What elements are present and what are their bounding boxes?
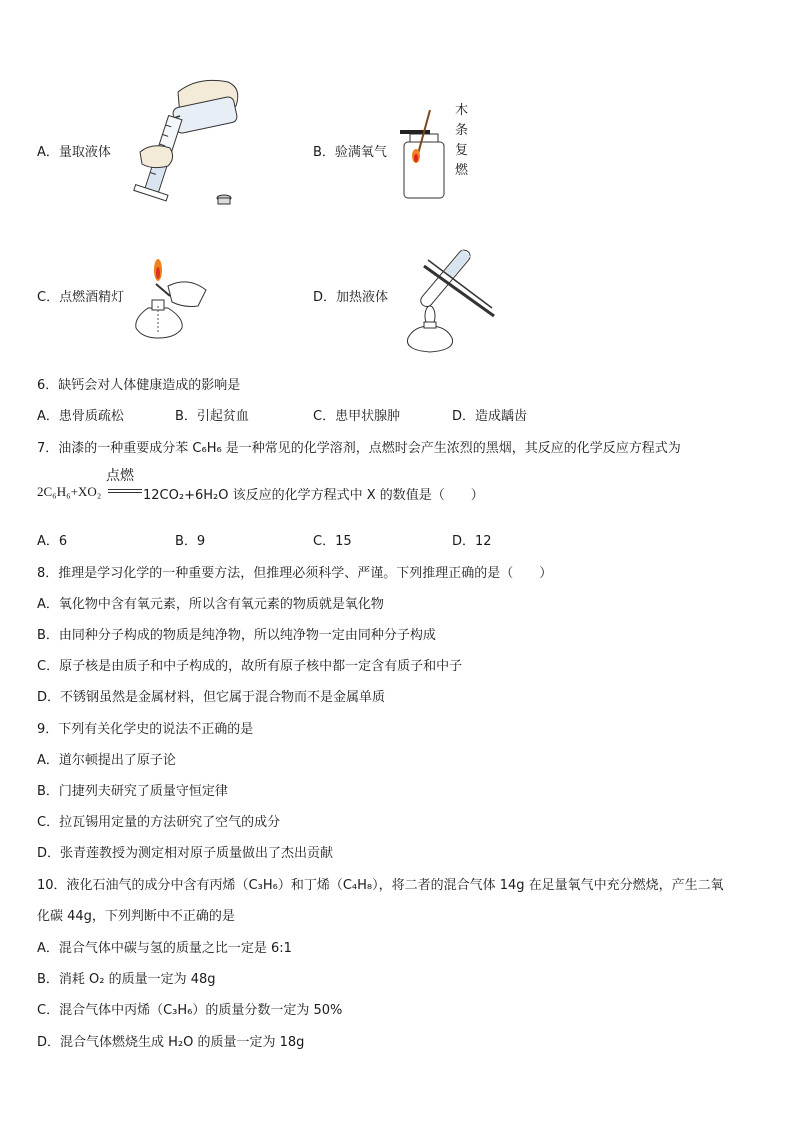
q5-option-a: A．量取液体: [37, 145, 111, 160]
q5-option-b: B．验满氧气: [313, 145, 387, 160]
q6-option-d: D．造成龋齿: [452, 409, 528, 424]
heating-liquid-figure: [394, 246, 504, 356]
q9-option-a: A．道尔顿提出了原子论: [37, 753, 176, 768]
q6-stem: 6．缺钙会对人体健康造成的影响是: [37, 378, 241, 393]
q6-option-b: B．引起贫血: [175, 409, 249, 424]
alcohol-lamp-figure: [128, 256, 214, 342]
oxygen-test-figure: [396, 104, 452, 200]
q10-stem-line1: 10．液化石油气的成分中含有丙烯（C₃H₆）和丁烯（C₄H₈），将二者的混合气体 14g 在足量氧气中充分燃烧，产生二氧: [37, 878, 724, 893]
q9-stem: 9．下列有关化学史的说法不正确的是: [37, 722, 254, 737]
q6-option-c: C．患甲状腺肿: [313, 409, 401, 424]
measuring-liquid-figure: [118, 72, 248, 212]
vertical-char: 燃: [455, 163, 469, 178]
q8-option-b: B．由同种分子构成的物质是纯净物，所以纯净物一定由同种分子构成: [37, 628, 436, 643]
q5-option-c: C．点燃酒精灯: [37, 290, 125, 305]
equation-arrow: [108, 489, 142, 493]
q9-option-d: D．张青莲教授为测定相对原子质量做出了杰出贡献: [37, 846, 334, 861]
q7-option-a: A．6: [37, 534, 68, 549]
q10-option-b: B．消耗 O₂ 的质量一定为 48g: [37, 972, 216, 987]
vertical-char: 木: [455, 103, 469, 118]
q5-option-d: D．加热液体: [313, 290, 389, 305]
vertical-char: 复: [455, 143, 469, 158]
q10-stem-line2: 化碳 44g，下列判断中不正确的是: [37, 909, 235, 924]
q8-option-a: A．氧化物中含有氧元素，所以含有氧元素的物质就是氧化物: [37, 597, 384, 612]
q8-stem: 8．推理是学习化学的一种重要方法，但推理必须科学、严谨。下列推理正确的是（ ）: [37, 566, 553, 581]
q7-option-c: C．15: [313, 534, 352, 549]
q9-option-b: B．门捷列夫研究了质量守恒定律: [37, 784, 228, 799]
q7-stem: 7．油漆的一种重要成分苯 C₆H₆ 是一种常见的化学溶剂，点燃时会产生浓烈的黑烟，其反应的化学反应方程式为: [37, 441, 681, 456]
q6-option-a: A．患骨质疏松: [37, 409, 124, 424]
q7-option-d: D．12: [452, 534, 492, 549]
q10-option-a: A．混合气体中碳与氢的质量之比一定是 6:1: [37, 941, 292, 956]
reaction-condition: 点燃: [106, 468, 134, 484]
equation-right: 12CO₂+6H₂O 该反应的化学方程式中 X 的数值是（ ）: [143, 488, 484, 503]
vertical-char: 条: [455, 123, 469, 138]
q8-option-d: D．不锈钢虽然是金属材料，但它属于混合物而不是金属单质: [37, 690, 386, 705]
q9-option-c: C．拉瓦锡用定量的方法研究了空气的成分: [37, 815, 281, 830]
q10-option-c: C．混合气体中丙烯（C₃H₆）的质量分数一定为 50%: [37, 1003, 343, 1018]
equation-left: 2C₆H₆+XO₂: [37, 484, 102, 499]
q10-option-d: D．混合气体燃烧生成 H₂O 的质量一定为 18g: [37, 1035, 305, 1050]
q8-option-c: C．原子核是由质子和中子构成的，故所有原子核中都一定含有质子和中子: [37, 659, 463, 674]
wood-stick-label: [455, 101, 469, 181]
q7-option-b: B．9: [175, 534, 206, 549]
